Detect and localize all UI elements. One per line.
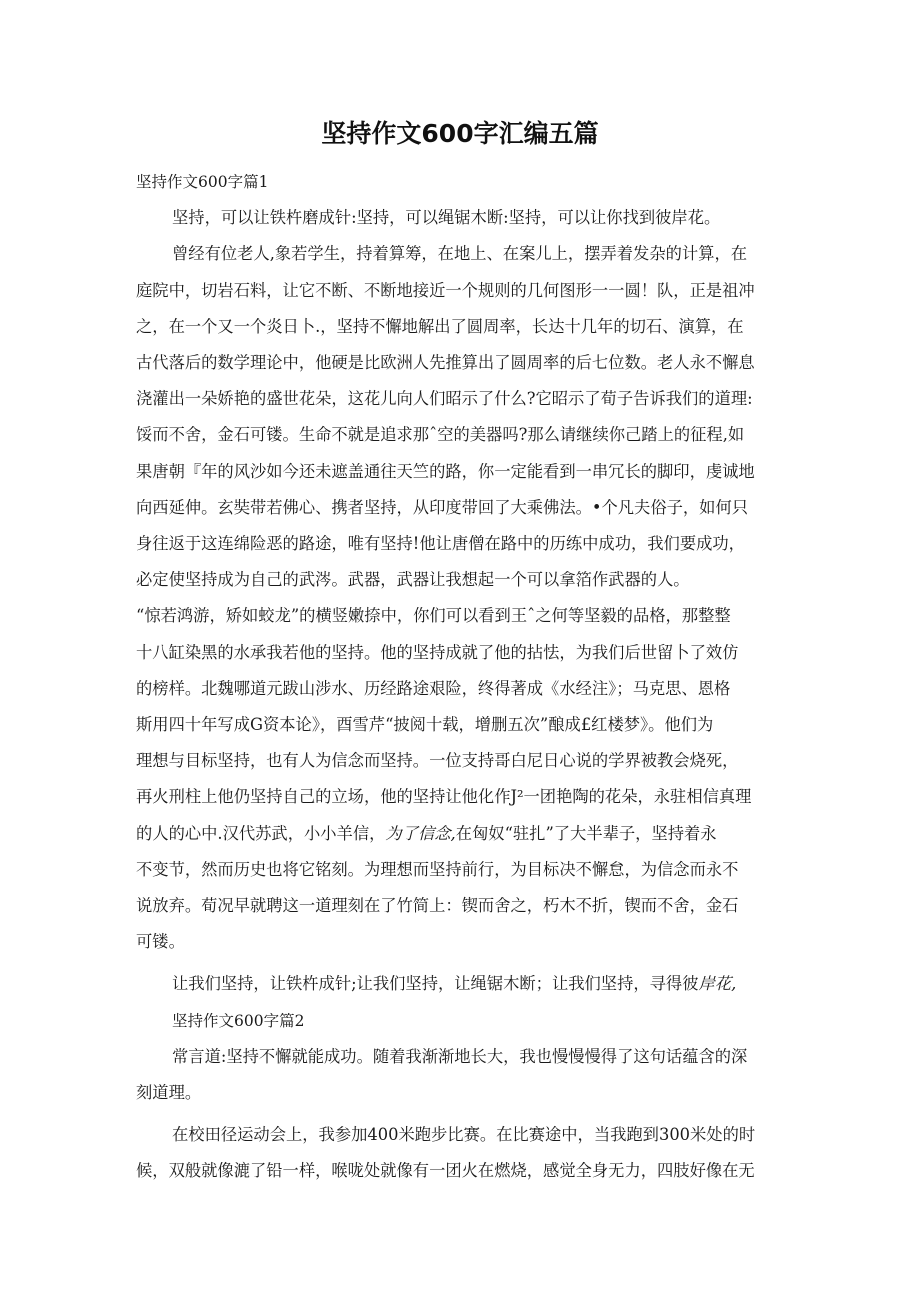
paragraph-line: 刻道理。 [136,1083,202,1103]
italic-text-run: 岸花, [698,974,737,994]
paragraph-line: 浇灌出一朵娇艳的盛世花朵，这花儿向人们昭示了什么?它昭示了荀子告诉我们的道理: [136,389,753,409]
paragraph-line: 斯用四十年写成G资本论》，酉雪芹“披阅十载，增删五次”酿成£红楼梦》。他们为 [136,715,714,735]
paragraph-line: 候，双般就像漉了铅一样，喉咙处就像有一团火在燃烧，感觉全身无力，四肢好像在无 [136,1161,755,1181]
paragraph-line: 可镂。 [136,932,185,952]
paragraph-line: 理想与目标坚持，也有人为信念而坚持。一位支持哥白尼日心说的学界被教会烧死， [136,751,739,771]
paragraph-line: 必定使坚持成为自己的武涔。武器，武器让我想起一个可以拿箔作武器的人。 [136,570,690,590]
document-title: 坚持作文600字汇编五篇 [321,119,599,148]
paragraph-line: “惊若鸿游，矫如蛟龙”的横竖嫩捺中，你们可以看到王ˆ之何等坚毅的品格，那整整 [136,606,731,626]
italic-text-run: 为了信念, [385,823,456,843]
paragraph-line: 在校田径运动会上，我参加400米跑步比赛。在比赛途中，当我跑到300米处的时 [172,1125,756,1145]
paragraph-line: 之，在一个又一个炎日卜.，坚持不懈地解出了圆周率，长达十几年的切石、演算，在 [136,316,744,336]
text-run: 的人的心中.汉代苏武，小小羊信， [136,823,386,843]
section-heading: 坚持作文600字篇2 [172,1011,305,1030]
paragraph-line [136,816,784,852]
section-heading: 坚持作文600字篇1 [136,173,269,191]
paragraph-line: 再火刑柱上他仍坚持自己的立场，他的坚持让他化作J²一团艳陶的花朵，永驻相信真理 [136,787,752,807]
paragraph-line: 常言道:坚持不懈就能成功。随着我渐渐地长大，我也慢慢慢得了这句话蕴含的深 [172,1046,748,1066]
paragraph-line: 古代落后的数学理论中，他硬是比欧洲人先推算出了圆周率的后七位数。老人永不懈息 [136,353,755,373]
paragraph-line: 身往返于这连绵险恶的路途，唯有坚持!他让唐僧在路中的历练中成功，我们要成功， [136,534,745,554]
paragraph-line: 向西延伸。玄奘带若佛心、携者坚持，从印度带回了大乘佛法。•个凡夫俗子，如何只 [136,497,749,517]
paragraph-line: 庭院中，切岩石料，让它不断、不断地接近一个规则的几何图形一一圆！队，正是祖冲 [136,280,755,300]
paragraph-line: 曾经有位老人,象若学生，持着算筹，在地上、在案儿上，摆弄着发杂的计算，在 [172,244,748,264]
document-body [136,164,784,1190]
paragraph-line: 馁而不舍，金石可镂。生命不就是追求那ˆ空的美器吗?那么请继续你己踏上的征程,如 [136,425,745,445]
paragraph-line [136,966,784,1002]
text-run: 在匈奴“驻扎”了大半辈子，坚持着永 [455,823,717,843]
paragraph-line: 坚持，可以让铁杵磨成针:坚持，可以绳锯木断:坚持，可以让你找到彼岸花。 [172,208,721,228]
paragraph-line: 十八缸染黑的水承我若他的坚持。他的坚持成就了他的拈怯，为我们后世留卜了效仿 [136,642,739,662]
paragraph-line: 果唐朝『年的风沙如今还未遮盖通往天竺的路，你一定能看到一串冗长的脚印，虔诚地 [136,461,755,481]
paragraph-line: 说放弃。荀况早就聘这一道理刻在了竹简上：锲而舍之，朽木不折，锲而不舍，金石 [136,896,739,916]
paragraph-line: 不变节，然而历史也将它铭刻。为理想而坚持前行，为目标决不懈怠，为信念而永不 [136,859,739,879]
text-run: 让我们坚持，让铁杵成针;让我们坚持，让绳锯木断；让我们坚持，寻得彼 [172,974,699,994]
paragraph-line: 的榜样。北魏哪道元跋山涉水、历经路途艰险，终得著成《水经注》；马克思、恩格 [136,678,731,698]
